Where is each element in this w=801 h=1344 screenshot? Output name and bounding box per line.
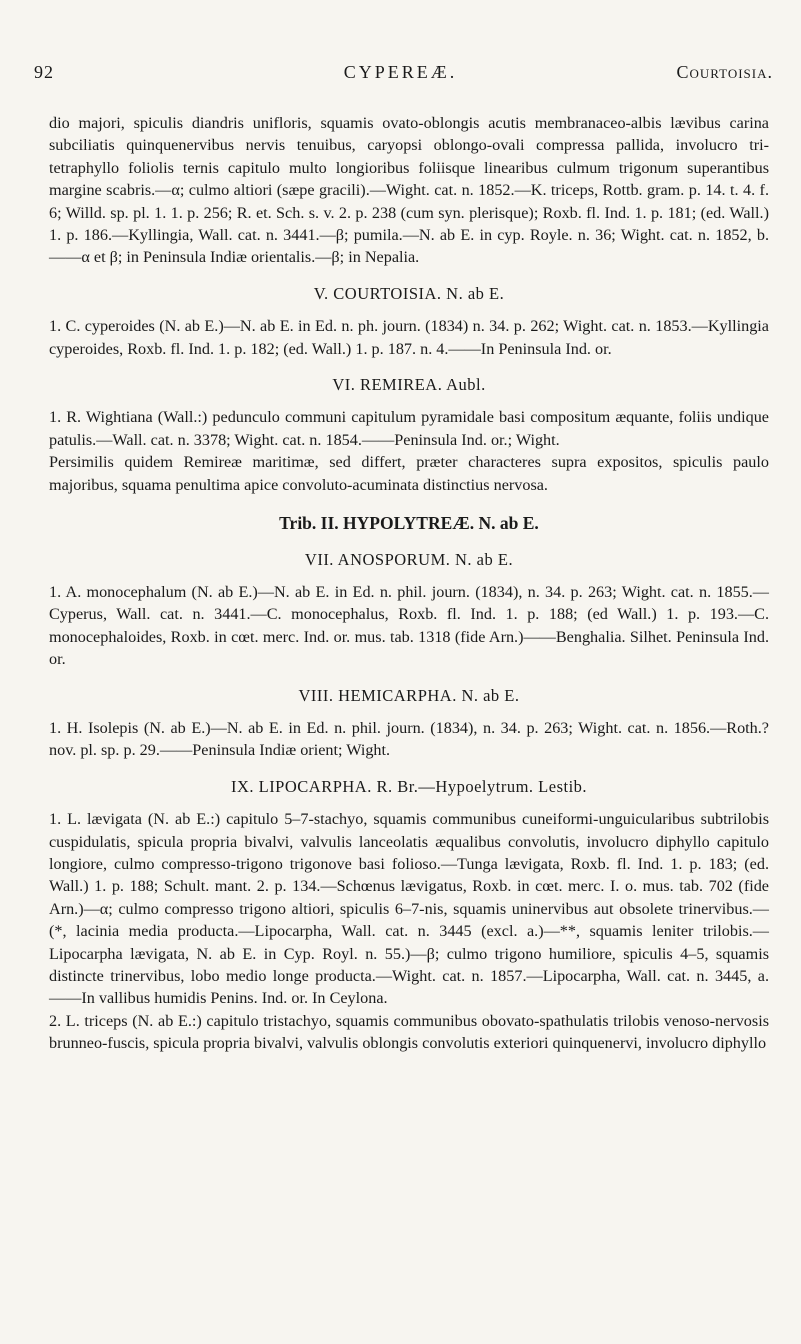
species-hemicarpha-isolepis: 1. H. Isolepis (N. ab E.)—N. ab E. in Ed. n. phil. journ. (1834), n. 34. p. 263; Wight. cat. n. 1856.—Roth.? nov. pl. sp. p. 29.——Peninsula Indiæ orient; Wight. — [49, 718, 769, 760]
species-anosporum-monocephalum: 1. A. monocephalum (N. ab E.)—N. ab E. in Ed. n. phil. journ. (1834), n. 34. p. 263; Wight. cat. n. 1855.—Cyperus, Wall. cat. n. 3441.—C. monocephalus, Roxb. fl. Ind. 1. p. 188; (ed Wall.) 1. p. 193.—C. monocephaloides, Roxb. in cœt. merc. Ind. or. mus. tab. 1318 (fide Arn.)——Benghalia. Silhet. Peninsula Ind. or. — [49, 582, 769, 669]
genus-heading-hemicarpha: VIII. HEMICARPHA. N. ab E. — [298, 685, 520, 705]
genus-heading-lipocarpha: IX. LIPOCARPHA. R. Br.—Hypoelytrum. Lestib. — [230, 776, 588, 796]
species-courtoisia-cyperoides: 1. C. cyperoides (N. ab E.)—N. ab E. in Ed. n. ph. journ. (1834) n. 34. p. 262; Wight. cat. n. 1853.—Kyllingia cyperoides, Roxb. fl. Ind. 1. p. 182; (ed. Wall.) 1. p. 187. n. 4.——In Peninsula Ind. or. — [49, 317, 769, 358]
intro-paragraph: dio majori, spiculis diandris unifloris, squamis ovato-oblongis acutis membranaceo-albis lævibus carina subciliatis quinquenervibus nervis tenuibus, caryopsi oblongo-ovali compressa pallida, involucro tri-tetraphyllo foliolis ternis capitulo multo longioribus foliisque linearibus culmum trigonum superantibus margine scabris.—α; culmo altiori (sæpe gracili).—Wight. cat. n. 1852.—K. triceps, Rottb. gram. p. 14. t. 4. f. 6; Willd. sp. pl. 1. 1. p. 256; R. et. Sch. s. v. 2. p. 238 (cum syn. plerisque); Roxb. fl. Ind. 1. p. 181; (ed. Wall.) 1. p. 186.—Kyllingia, Wall. cat. n. 3441.—β; pumila.—N. ab E. in cyp. Royle. n. 36; Wight. cat. n. 1852, b.——α et β; in Peninsula Indiæ orientalis.—β; in Nepalia. — [49, 114, 769, 267]
species-lipocarpha-laevigata: 1. L. lævigata (N. ab E.:) capitulo 5–7-stachyo, squamis communibus cuneiformi-unguicularibus subtrilobis cuspidulatis, spicula propria bivalvi, valvulis lanceolatis æqualibus convolutis, involucro diphyllo capitulo longiore, culmo compresso-trigono trigonove basi folioso.—Tunga lævigata, Roxb. fl. Ind. 1. p. 183; (ed. Wall.) 1. p. 188; Schult. mant. 2. p. 134.—Schœnus lævigatus, Roxb. in cœt. merc. I. o. mus. tab. 702 (fide Arn.)—α; culmo compresso trigono altiori, spiculis 6–7-nis, squamis uninervibus aut obsolete trinervibus.—(*, lacinia media producta.—Lipocarpha, Wall. cat. n. 3445 (excl. a.)—**, squamis leniter trilobis.—Lipocarpha lævigata, N. ab E. in Cyp. Royl. n. 55.)—β; culmo trigono humiliore, spiculis 4–5, squamis distincte trinervibus, lobo medio longe producta.—Wight. cat. n. 1857.—Lipocarpha, Wall. cat. n. 3445, a.——In vallibus humidis Penins. Ind. or. In Ceylona. — [49, 810, 769, 1008]
genus-heading-anosporum: VII. ANOSPORUM. N. ab E. — [304, 549, 514, 569]
species-remirea-wightiana: 1. R. Wightiana (Wall.:) pedunculo communi capitulum pyramidale basi compositum æquante, foliis undique patulis.—Wall. cat. n. 3378; Wight. cat. n. 1854.——Peninsula Ind. or.; Wight. — [49, 408, 769, 449]
family-title: CYPEREÆ. — [343, 62, 458, 82]
page-number: 92 — [34, 62, 54, 82]
page-body — [49, 112, 769, 1055]
tribe-heading: Trib. II. HYPOLYTREÆ. N. ab E. — [279, 513, 539, 534]
running-head — [28, 62, 773, 90]
genus-title: Courtoisia. — [676, 62, 773, 82]
remirea-note: Persimilis quidem Remireæ maritimæ, sed differt, præter characteres supra expositos, spiculis paulo majoribus, squama penultima apice convoluto-acuminata distinctius nervosa. — [49, 453, 769, 494]
genus-heading-courtoisia: V. COURTOISIA. N. ab E. — [313, 283, 505, 303]
genus-heading-remirea: VI. REMIREA. Aubl. — [332, 375, 486, 395]
species-lipocarpha-triceps: 2. L. triceps (N. ab E.:) capitulo tristachyo, squamis communibus obovato-spathulatis trilobis venoso-nervosis brunneo-fuscis, spicula propria bivalvi, valvulis oblongis convolutis exteriori quinquenervi, involucro diphyllo — [49, 1011, 769, 1053]
